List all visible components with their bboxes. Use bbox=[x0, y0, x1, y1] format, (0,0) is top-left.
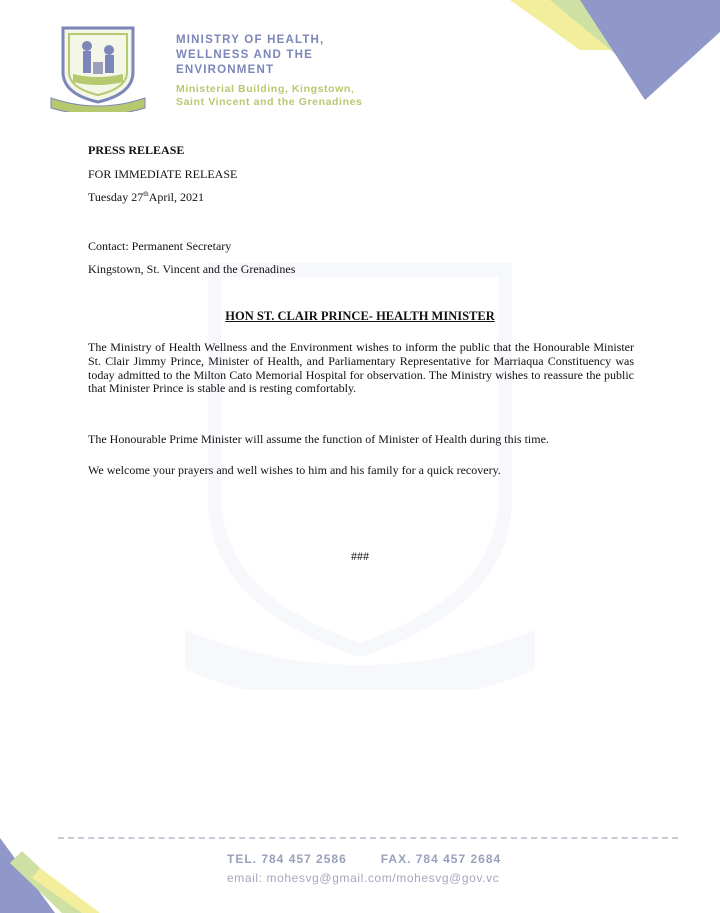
date-prefix: Tuesday 27 bbox=[88, 190, 144, 204]
release-title: HON ST. CLAIR PRINCE- HEALTH MINISTER bbox=[225, 309, 495, 323]
release-date bbox=[88, 190, 204, 205]
date-suffix-sup: th bbox=[143, 190, 149, 198]
org-address-line2: Saint Vincent and the Grenadines bbox=[176, 96, 363, 108]
footer-tel: TEL. 784 457 2586 bbox=[227, 852, 347, 866]
release-type: FOR IMMEDIATE RELEASE bbox=[88, 167, 238, 181]
body-paragraph-1: The Ministry of Health Wellness and the Environment wishes to inform the public that the Honourable Minister St. Clair Jimmy Prince, Minister of Health, and Parliamentary Representative for Marriaqua Constituency was today admitted to the Milton Cato Memorial Hospital for observation. The Ministry wishes to reassure the public that Minister Prince is stable and is resting comfortably. bbox=[88, 340, 634, 396]
coat-of-arms-logo bbox=[49, 22, 147, 112]
footer-fax: FAX. 784 457 2684 bbox=[380, 852, 502, 866]
organization-block bbox=[176, 33, 362, 109]
org-name-line3: ENVIRONMENT bbox=[176, 64, 275, 76]
contact-line: Contact: Permanent Secretary bbox=[88, 239, 232, 253]
org-address-line1: Ministerial Building, Kingstown, bbox=[176, 83, 355, 95]
date-suffix: April, 2021 bbox=[148, 190, 205, 204]
org-name-line2: WELLNESS AND THE bbox=[176, 49, 313, 61]
footer-divider bbox=[58, 837, 678, 839]
footer-phone-fax bbox=[227, 852, 501, 866]
footer-email: email: mohesvg@gmail.com/mohesvg@gov.vc bbox=[227, 871, 500, 885]
location-line: Kingstown, St. Vincent and the Grenadines bbox=[88, 262, 296, 276]
press-release-heading: PRESS RELEASE bbox=[88, 143, 185, 157]
end-mark: ### bbox=[351, 549, 369, 563]
org-name-line1: MINISTRY OF HEALTH, bbox=[176, 34, 325, 46]
corner-decoration-bottom-left bbox=[0, 823, 110, 913]
body-paragraph-2: The Honourable Prime Minister will assume the function of Minister of Health during this time. bbox=[88, 432, 549, 446]
body-paragraph-3: We welcome your prayers and well wishes to him and his family for a quick recovery. bbox=[88, 463, 501, 477]
corner-decoration-top-right bbox=[510, 0, 720, 105]
